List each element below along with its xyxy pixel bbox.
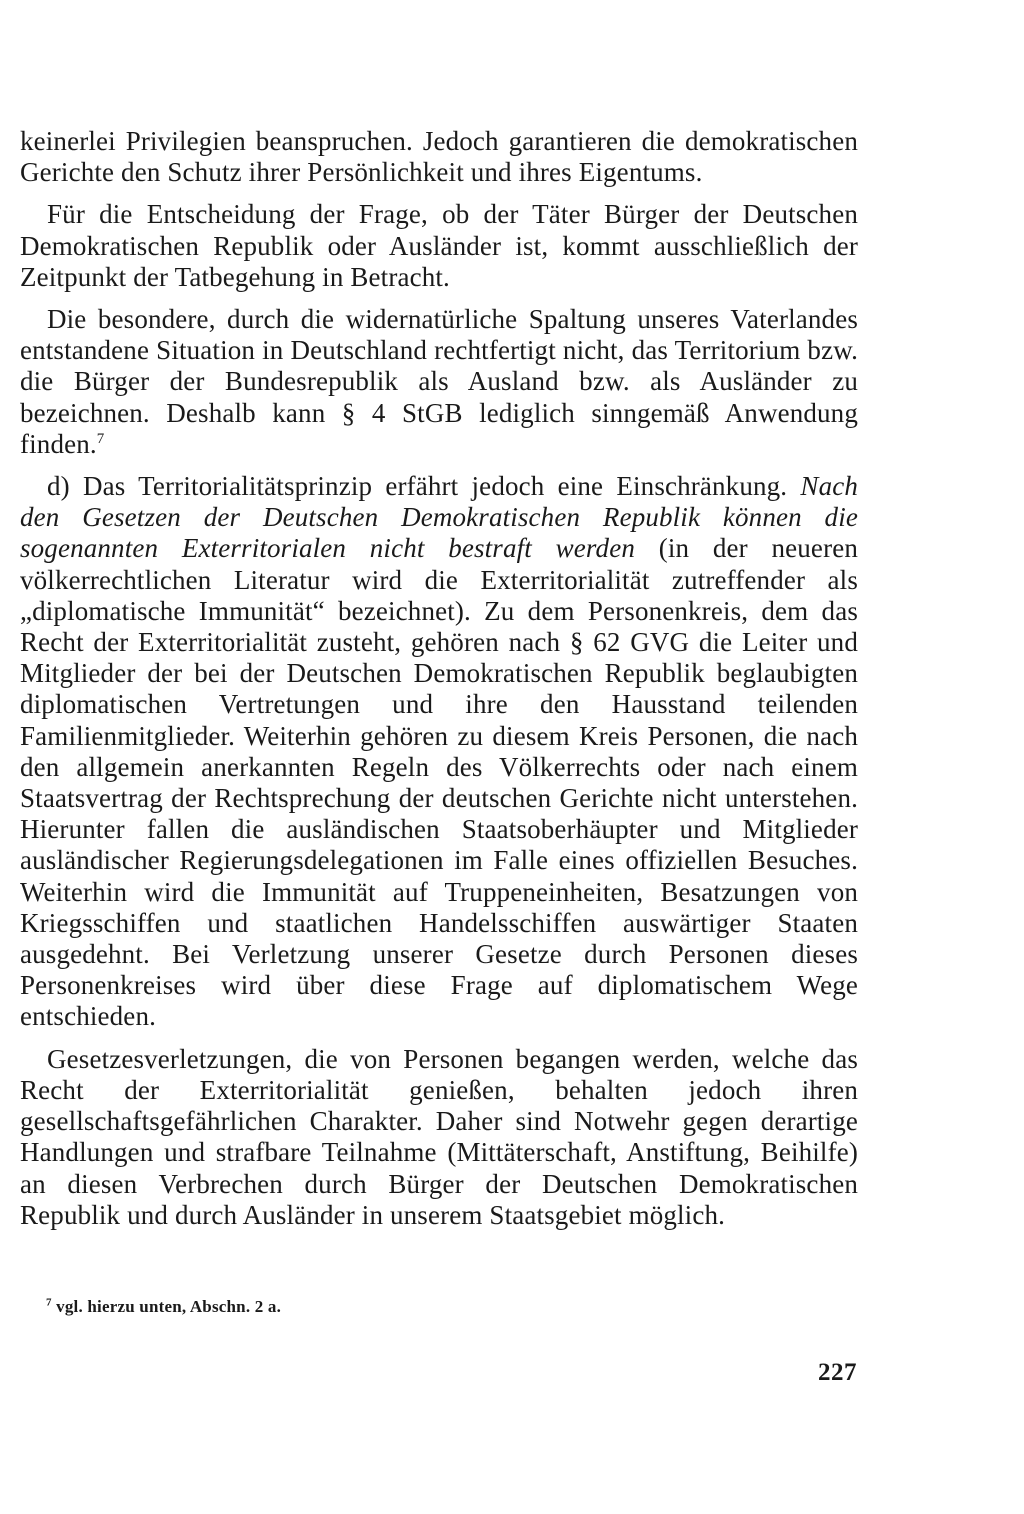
paragraph-law-violations: Gesetzesverletzungen, die von Personen begangen werden, welche das Recht der Exterritorialität genießen, behalten jedoch ihren gesellschaftsgefährlichen Charakter. Daher sind Notwehr gegen derartige Handlungen und strafbare Teilnahme (Mittäterschaft, Anstiftung, Beihilfe) an diesen Verbrechen durch Bürger der Deutschen Demokratischen Republik und durch Ausländer in unserem Staatsgebiet möglich. [20,1043,858,1230]
body-text [20,126,858,1231]
footnote-reference: 7 [96,430,105,447]
footnote [46,1296,281,1318]
paragraph-exterritoriality-emphasis: Nach den Gesetzen der Deutschen Demokratischen Republik können die sogenannten Exterritorialen nicht bestraft werden [20,471,858,564]
paragraph-exterritoriality-intro: d) Das Territorialitätsprinzip erfährt jedoch eine Einschränkung. [47,471,788,502]
paragraph-citizenship-criterion: Für die Entscheidung der Frage, ob der Täter Bürger der Deutschen Demokratischen Republik oder Ausländer ist, kommt ausschließlich der Zeitpunkt der Tatbegehung in Betracht. [20,199,858,292]
paragraph-exterritoriality-rest: (in der neueren völkerrechtlichen Literatur wird die Exterritorialität zutreffender als „diplomatische Immunität“ bezeichnet). Zu dem Personenkreis, dem das Recht der Exterritorialität zusteht, gehören nach § 62 GVG die Leiter und Mitglieder der bei der Deutschen Demokratischen Republik beglaubigten diplomatischen Vertretungen und ihre den Hausstand teilenden Familienmitglieder. Weiterhin gehören zu diesem Kreis Personen, die nach den allgemein anerkannten Regeln des Völkerrechts oder nach einem Staatsvertrag der Rechtsprechung der deutschen Gerichte nicht unterstehen. Hierunter fallen die ausländischen Staatsoberhäupter und Mitglieder ausländischer Regierungsdelegationen im Falle eines offiziellen Besuches. Weiterhin wird die Immunität auf Truppeneinheiten, Besatzungen von Kriegsschiffen und staatlichen Handelsschiffen auswärtiger Staaten ausgedehnt. Bei Verletzung unserer Gesetze durch Personen dieses Personenkreises wird über diese Frage auf diplomatischem Wege entschieden. [20,533,858,1032]
paragraph-continuation: keinerlei Privilegien beanspruchen. Jedoch garantieren die demokratischen Gerichte den Schutz ihrer Persönlichkeit und ihres Eigentums. [20,126,858,188]
paragraph-germany-situation-text: Die besondere, durch die widernatürliche Spaltung unseres Vaterlandes entstandene Situation in Deutschland rechtfertigt nicht, das Territorium bzw. die Bürger der Bundesrepublik als Ausland bzw. als Ausländer zu bezeichnen. Deshalb kann § 4 StGB lediglich sinngemäß Anwendung finden. [20,304,858,459]
footnote-text: vgl. hierzu unten, Abschn. 2 a. [56,1297,282,1316]
page-number: 227 [818,1359,857,1386]
paragraph-germany-situation [20,304,858,460]
footnote-marker: 7 [46,1296,52,1309]
paragraph-exterritoriality [20,471,858,1033]
